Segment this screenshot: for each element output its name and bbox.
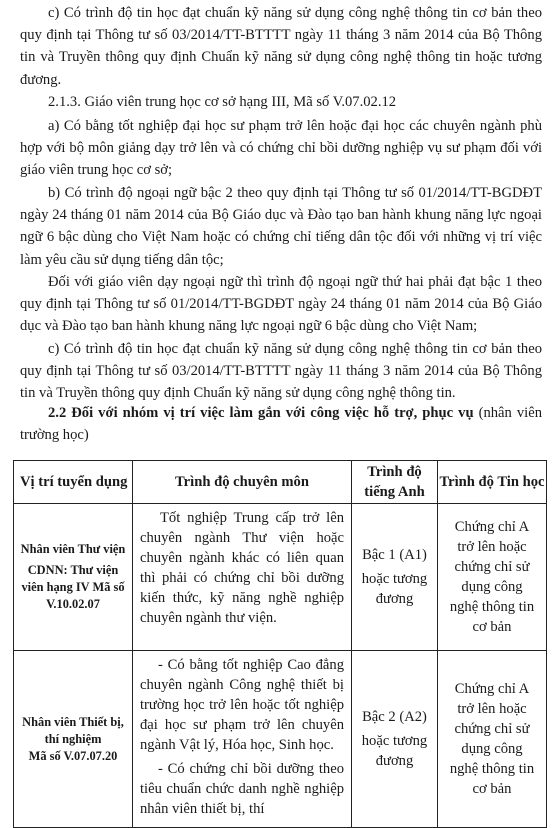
position-title: Nhân viên Thư viện: [20, 542, 126, 556]
paragraph-it-standard-1: c) Có trình độ tin học đạt chuẩn kỹ năng sử dụng công nghệ thông tin cơ bản theo quy định tại Thông tư số 03/2014/TT-BTTTT ngày 11 tháng 3 năm 2014 của Bộ Thông tin và Truyền thông quy định Chuẩn kỹ năng sử dụng công nghệ thông tin hoặc tương đương.: [20, 5, 542, 88]
position-code: Mã số V.07.07.20: [28, 748, 118, 763]
header-professional: Trình độ chuyên môn: [133, 461, 352, 504]
cell-professional: [133, 504, 352, 651]
professional-text: - Có chứng chỉ bồi dưỡng theo tiêu chuẩn chức danh nghề nghiệp nhân viên thiết bị, thí: [140, 761, 344, 817]
header-it: Trình độ Tin học: [438, 461, 547, 504]
cell-english: [352, 504, 438, 651]
cell-english: [352, 651, 438, 828]
header-position: Vị trí tuyển dụng: [14, 461, 133, 504]
cell-it: Chứng chỉ A trở lên hoặc chứng chỉ sử dụng công nghệ thông tin cơ bản: [438, 504, 547, 651]
subsection-heading: 2.1.3. Giáo viên trung học cơ sở hạng III, Mã số V.07.02.12: [48, 94, 397, 110]
table-row: [14, 651, 547, 828]
english-level: Bậc 2 (A2): [362, 709, 427, 725]
paragraph-degree: a) Có bằng tốt nghiệp đại học sư phạm trở lên hoặc đại học các chuyên ngành phù hợp với bộ môn giảng dạy trở lên và có chứng chỉ bồi dưỡng nghiệp vụ sư phạm đối với giáo viên trung học cơ sở;: [20, 118, 542, 179]
paragraph-it-standard-2: c) Có trình độ tin học đạt chuẩn kỹ năng sử dụng công nghệ thông tin cơ bản theo quy định tại Thông tư số 03/2014/TT-BTTTT ngày 11 tháng 3 năm 2014 của Bộ Thông tin và Truyền thông quy định Chuẩn kỹ năng sử dụng công nghệ thông tin.: [20, 341, 542, 402]
section-heading-bold: 2.2 Đối với nhóm vị trí việc làm gắn với công việc hỗ trợ, phục vụ: [48, 405, 474, 421]
paragraph-foreign-language-teachers: Đối với giáo viên dạy ngoại ngữ thì trình độ ngoại ngữ thứ hai phải đạt bậc 1 theo quy định tại Thông tư số 01/2014/TT-BGDĐT ngày 24 tháng 01 năm 2014 của Bộ Giáo dục và Đào tạo ban hành khung năng lực ngoại ngữ 6 bậc dùng cho Việt Nam;: [20, 274, 542, 335]
table-header-row: [14, 461, 547, 504]
section-heading: [20, 402, 542, 446]
english-equivalent: hoặc tương đương: [361, 571, 428, 607]
position-code: CDNN: Thư viện viên hạng IV Mã số V.10.02.07: [21, 563, 125, 611]
cell-position: [14, 504, 133, 651]
cell-position: [14, 651, 133, 828]
cell-it: Chứng chỉ A trở lên hoặc chứng chỉ sử dụng công nghệ thông tin cơ bản: [438, 651, 547, 828]
professional-text: Tốt nghiệp Trung cấp trở lên chuyên ngành Thư viện hoặc chuyên ngành khác có liên quan thì phải có chứng chỉ bồi dưỡng kiến thức, kỹ năng nghề nghiệp chuyên ngành thư viện.: [140, 510, 344, 626]
table-row: [14, 504, 547, 651]
section-heading-rest: (nhân viên trường học): [20, 405, 542, 444]
header-english: Trình độ tiếng Anh: [352, 461, 438, 504]
english-equivalent: hoặc tương đương: [361, 733, 428, 769]
cell-professional: [133, 651, 352, 828]
english-level: Bậc 1 (A1): [362, 547, 427, 563]
staff-requirements-table: [13, 460, 547, 828]
professional-text: - Có bằng tốt nghiệp Cao đẳng chuyên ngành Công nghệ thiết bị trường học trở lên hoặc tốt nghiệp đại học sư phạm trở lên chuyên ngành Vật lý, Hóa học, Sinh học.: [140, 657, 344, 753]
position-title: Nhân viên Thiết bị, thí nghiệm: [22, 714, 124, 746]
paragraph-foreign-language: b) Có trình độ ngoại ngữ bậc 2 theo quy định tại Thông tư số 01/2014/TT-BGDĐT ngày 24 tháng 01 năm 2014 của Bộ Giáo dục và Đào tạo ban hành khung năng lực ngoại ngữ 6 bậc dùng cho Việt Nam hoặc có chứng chỉ tiếng dân tộc đối với những vị trí việc làm yêu cầu sử dụng tiếng dân tộc;: [20, 185, 542, 268]
